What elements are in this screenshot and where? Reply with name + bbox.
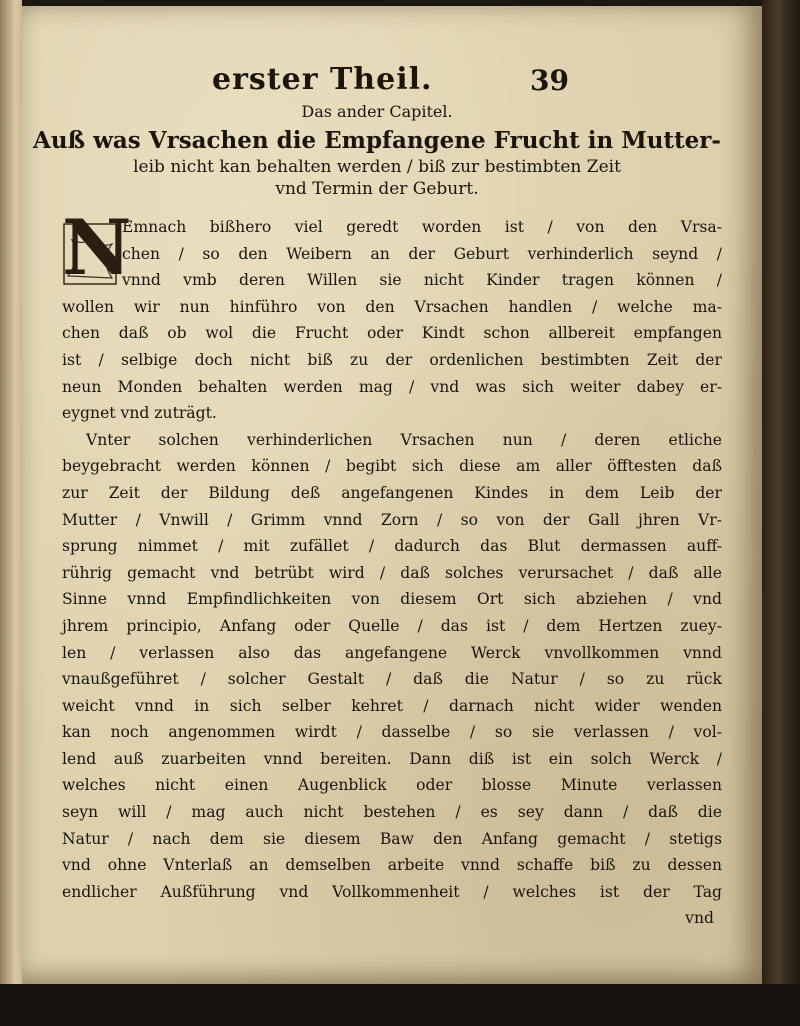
text-line: kan noch angenommen wirdt / dasselbe / so sie verlassen / vol- <box>62 723 722 742</box>
section-heading-line-2: leib nicht kan behalten werden / biß zur bestimbten Zeit <box>133 157 621 177</box>
text-line: len / verlassen also das angefangene Werck vnvollkommen vnnd <box>62 643 722 662</box>
scan-margin <box>0 984 800 1026</box>
running-head <box>62 62 742 106</box>
decorated-initial <box>62 203 132 292</box>
section-heading-line-3: vnd Termin der Geburt. <box>275 179 479 199</box>
text-line: Mutter / Vnwill / Grimm vnnd Zorn / so von der Gall jhren Vr- <box>62 510 722 529</box>
initial-letter: N <box>62 203 132 292</box>
text-line: chen daß ob wol die Frucht oder Kindt schon allbereit empfangen <box>62 324 722 343</box>
page-number: 39 <box>530 64 569 97</box>
text-line: wollen wir nun hinführo von den Vrsachen handlen / welche ma- <box>62 297 722 316</box>
text-line: zur Zeit der Bildung deß angefangenen Kindes in dem Leib der <box>62 483 722 502</box>
text-line: lend auß zuarbeiten vnnd bereiten. Dann diß ist ein solch Werck / <box>62 749 722 768</box>
text-line: Natur / nach dem sie diesem Baw den Anfang gemacht / stetigs <box>62 829 722 848</box>
running-head-title: erster Theil. <box>212 62 433 97</box>
text-line: jhrem principio, Anfang oder Quelle / das ist / dem Hertzen zuey- <box>62 616 722 635</box>
text-line: Emnach bißhero viel geredt worden ist / von den Vrsa- <box>122 218 722 236</box>
text-line: seyn will / mag auch nicht bestehen / es sey dann / daß die <box>62 803 722 822</box>
chapter-heading: Das ander Capitel. <box>301 102 453 121</box>
text-line: vnaußgeführet / solcher Gestalt / daß die Natur / so zu rück <box>62 670 722 689</box>
text-line: Sinne vnnd Empfindlichkeiten von diesem Ort sich abziehen / vnd <box>62 590 722 609</box>
body-text <box>62 203 722 932</box>
text-line: endlicher Außführung vnd Vollkommenheit / welches ist der Tag <box>62 882 722 901</box>
page-edge <box>762 0 800 1026</box>
text-line: welches nicht einen Augenblick oder blosse Minute verlassen <box>62 776 722 795</box>
text-line: vnnd vmb deren Willen sie nicht Kinder tragen können / <box>122 271 722 290</box>
text-line: sprung nimmet / mit zufället / dadurch das Blut dermassen auff- <box>62 537 722 556</box>
text-line: beygebracht werden können / begibt sich diese am aller öfftesten daß <box>62 457 722 476</box>
text-line: Vnter solchen verhinderlichen Vrsachen nun / deren etliche <box>86 430 722 449</box>
text-line: eygnet vnd zuträgt. <box>62 404 217 423</box>
text-line: rührig gemacht vnd betrübt wird / daß solches verursachet / daß alle <box>62 563 722 582</box>
text-line: chen / so den Weibern an der Geburt verhinderlich seynd / <box>122 244 722 263</box>
text-line: ist / selbige doch nicht biß zu der ordenlichen bestimbten Zeit der <box>62 350 722 369</box>
page-text <box>33 62 742 932</box>
text-line: neun Monden behalten werden mag / vnd was sich weiter dabey er- <box>62 377 722 396</box>
text-line: weicht vnnd in sich selber kehret / darnach nicht wider wenden <box>62 696 722 715</box>
section-heading: Auß was Vrsachen die Empfangene Frucht in Mutter- <box>33 127 721 154</box>
catchword: vnd <box>685 909 714 928</box>
text-line: vnd ohne Vnterlaß an demselben arbeite vnnd schaffe biß zu dessen <box>62 856 722 875</box>
